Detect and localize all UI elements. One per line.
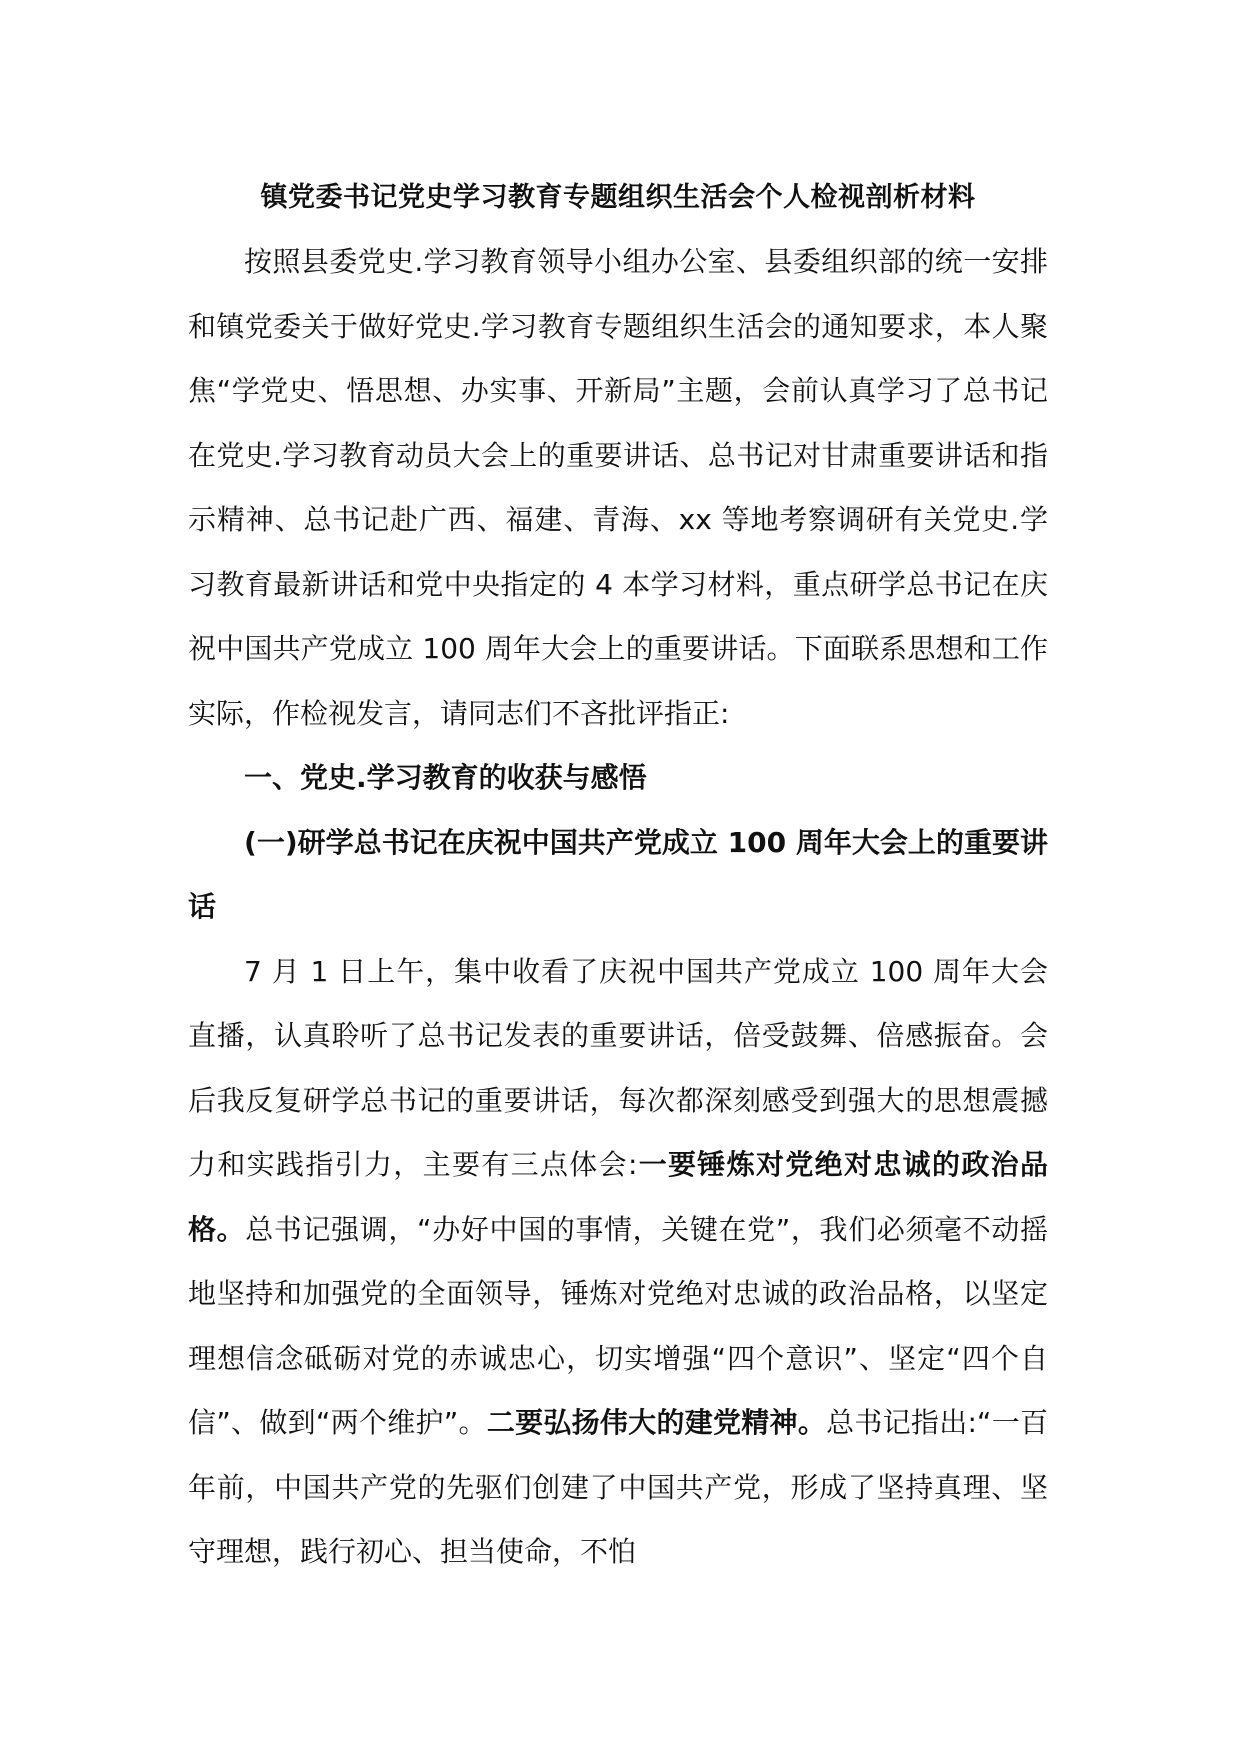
document-body (188, 230, 1048, 1585)
body-paragraph-speech-study (188, 940, 1048, 1585)
paragraph-text-segment: 总书记强调，“办好中国的事情，关键在党”，我们必须毫不动摇地坚持和加强党的全面领导，锤炼对党绝对忠诚的政治品格，以坚定理想信念砥砺对党的赤诚忠心，切实增强“四个意识”、坚定“四个自信”、做到“两个维护”。 (188, 1212, 1048, 1439)
bold-key-point-1: 一要锤炼对党绝对忠诚的政治品格。 (188, 1148, 1048, 1246)
body-paragraph-intro: 按照县委党史.学习教育领导小组办公室、县委组织部的统一安排和镇党委关于做好党史.学习教育专题组织生活会的通知要求，本人聚焦“学党史、悟思想、办实事、开新局”主题，会前认真学习了总书记在党史.学习教育动员大会上的重要讲话、总书记对甘肃重要讲话和指示精神、总书记赴广西、福建、青海、xx 等地考察调研有关党史.学习教育最新讲话和党中央指定的 4 本学习材料，重点研学总书记在庆祝中国共产党成立 100 周年大会上的重要讲话。下面联系思想和工作实际，作检视发言，请同志们不吝批评指正: (188, 245, 1048, 730)
subsection-heading-1-1: (一)研学总书记在庆祝中国共产党成立 100 周年大会上的重要讲话 (188, 825, 1048, 923)
document-title: 镇党委书记党史学习教育专题组织生活会个人检视剖析材料 (260, 182, 976, 213)
section-heading-1: 一、党史.学习教育的收获与感悟 (244, 761, 647, 794)
bold-key-point-2: 二要弘扬伟大的建党精神。 (486, 1406, 827, 1439)
paragraph-text-segment: 7 月 1 日上午，集中收看了庆祝中国共产党成立 100 周年大会直播，认真聆听了总书记发表的重要讲话，倍受鼓舞、倍感振奋。会后我反复研学总书记的重要讲话，每次都深刻感受到强大的思想震撼力和实践指引力，主要有三点体会: (188, 954, 1048, 1181)
paragraph-text-segment: 总书记指出:“一百年前，中国共产党的先驱们创建了中国共产党，形成了坚持真理、坚守理想，践行初心、担当使命，不怕 (188, 1406, 1048, 1568)
